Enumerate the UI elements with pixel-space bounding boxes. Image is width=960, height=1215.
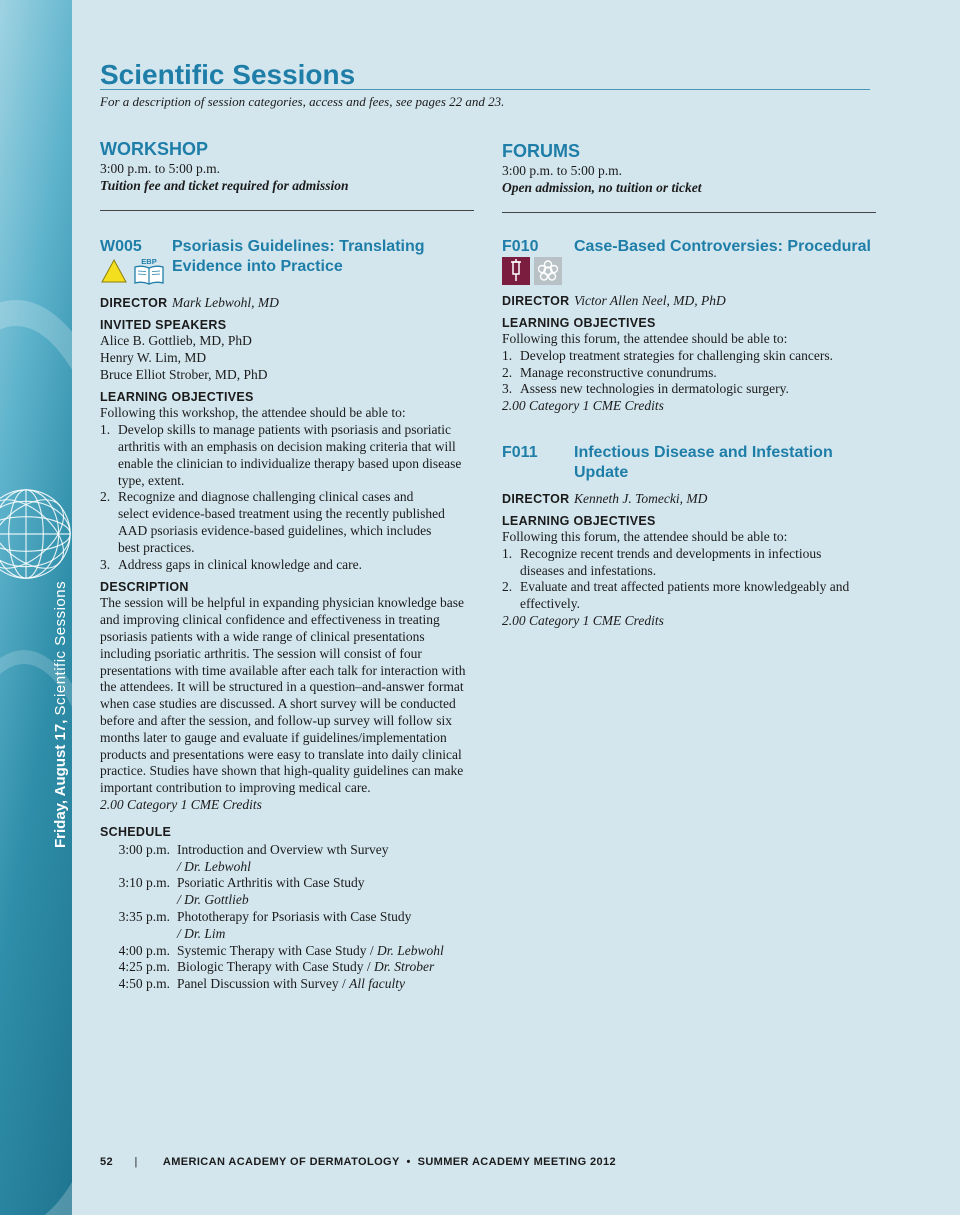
objective-line: best practices. [118,539,195,555]
page-subtitle: For a description of session categories, access and fees, see pages 22 and 23. [100,94,505,109]
warning-triangle-icon [100,257,128,285]
session-title-w005 [172,237,425,285]
objective-number: 2. [502,364,513,380]
session-code: W005 [100,238,142,255]
objective-line: enable the clinician to individualize therapy based upon disease [118,455,462,471]
objective-text [520,546,821,580]
objectives-block [100,389,474,573]
description-line: practice. Studies have shown that high-quality guidelines can make [100,763,464,779]
objective-line: arthritis with an emphasis on decision making criteria that will [118,438,456,454]
director-name: Kenneth J. Tomecki, MD [574,490,708,506]
session-code-block [502,237,574,285]
cme-credits: 2.00 Category 1 CME Credits [502,398,664,414]
forums-fee: Open admission, no tuition or ticket [502,180,702,195]
schedule-row [100,943,474,960]
objective-line: AAD psoriasis evidence-based guidelines, which includes [118,522,432,538]
description-block [100,579,474,813]
description-line: presentations with time available after each talk for interaction with [100,662,466,678]
description-line: months later to gauge and evaluate if guidelines/implementation [100,729,447,745]
objective-item [502,546,876,580]
objective-line: Address gaps in clinical knowledge and care. [118,556,363,572]
objective-number: 2. [100,489,111,505]
page-title: Scientific Sessions [100,59,356,90]
objective-number: 3. [502,381,513,397]
objective-item [100,489,474,556]
schedule-topic: Introduction and Overview wth Survey [177,841,389,857]
objective-number: 3. [100,556,111,572]
schedule-speaker [100,926,474,943]
objectives-list [502,546,876,613]
objectives-block [502,513,876,630]
director-row [502,491,876,507]
session-code: F010 [502,238,539,255]
separator: / [338,976,350,992]
speaker: Henry W. Lim, MD [100,349,207,365]
description-line: important contribution to improving medical care. [100,780,371,796]
schedule-time: 3:00 p.m. [118,841,170,857]
session-title-line: Psoriasis Guidelines: Translating [172,238,425,255]
director-row [100,295,474,311]
section-rule [502,212,876,213]
schedule-row [100,959,474,976]
schedule-topic [170,943,444,960]
forums-heading: FORUMS [502,141,580,161]
cme-credits: 2.00 Category 1 CME Credits [100,796,262,812]
schedule-speaker [100,859,474,876]
objective-number: 1. [502,545,513,561]
director-row [502,293,876,309]
section-rule [100,210,474,211]
workshop-fee: Tuition fee and ticket required for admission [100,178,349,193]
ebp-label: EBP [141,257,157,266]
objective-text [118,422,461,489]
schedule-time: 3:10 p.m. [118,875,170,891]
ebp-book-icon [132,257,166,285]
session-title: Infectious Disease and Infestation Update [574,443,833,481]
speaker-name: Dr. Lebwohl [377,942,444,958]
objective-line: Recognize and diagnose challenging clinical cases and [118,489,414,505]
objectives-list [100,422,474,573]
description-text [100,595,474,797]
topic-text: Panel Discussion with Survey [177,976,339,992]
session-icons [502,257,574,285]
objective-line: diseases and infestations. [520,562,657,578]
speakers-label: INVITED SPEAKERS [100,318,227,332]
session-icons [100,257,172,285]
objectives-block [502,315,876,415]
objective-line: Develop treatment strategies for challenging skin cancers. [520,347,834,363]
speaker: Alice B. Gottlieb, MD, PhD [100,333,252,348]
director-name: Mark Lebwohl, MD [172,295,279,310]
description-line: the attendees. It will be structured in a question–and-answer format [100,679,464,695]
speaker-name: Dr. Strober [374,959,435,975]
session-header-f010 [502,237,876,285]
objective-line: Assess new technologies in dermatologic surgery. [520,381,789,397]
objectives-intro: Following this workshop, the attendee should be able to: [100,405,406,421]
globe-icon [0,486,72,582]
workshop-heading: WORKSHOP [100,139,208,159]
session-code-block [100,237,172,285]
session-title: Case-Based Controversies: Procedural [574,238,871,255]
objective-line: Manage reconstructive conundrums. [520,364,717,380]
description-line: before and after the session, and follow-up survey will follow six [100,712,453,728]
forums-time: 3:00 p.m. to 5:00 p.m. [502,163,623,178]
session-title-line: Evidence into Practice [172,258,343,275]
objectives-label: LEARNING OBJECTIVES [502,513,656,528]
objectives-label: LEARNING OBJECTIVES [502,316,656,330]
speaker-name: / Dr. Gottlieb [177,892,249,908]
speaker-name: All faculty [349,976,405,992]
schedule-list [100,842,474,993]
description-line: including psoriatic arthritis. The session will consist of four [100,645,422,661]
director-label: DIRECTOR [100,296,168,310]
objective-item [502,348,876,365]
forums-column [502,138,876,630]
schedule-time: 3:35 p.m. [118,908,170,924]
objective-item [502,579,876,613]
topic-text: Systemic Therapy with Case Study [177,942,367,958]
schedule-speaker [100,892,474,909]
session-code: F011 [502,443,538,461]
objective-item [100,422,474,489]
objectives-list [502,348,876,398]
objective-line: Recognize recent trends and developments in infectious [520,545,822,561]
schedule-row [100,909,474,926]
flower-emblem-icon [534,257,562,285]
schedule-topic [170,976,405,993]
objective-number: 1. [502,347,513,363]
objective-line: type, extent. [118,472,185,488]
page-number: 52 [100,1156,114,1168]
sidebar-label [52,581,69,848]
objective-item [502,365,876,382]
director-name: Victor Allen Neel, MD, PhD [574,293,726,308]
page-footer [100,1156,616,1168]
schedule-row [100,976,474,993]
footer-publication: AMERICAN ACADEMY OF DERMATOLOGY • SUMMER ACADEMY MEETING 2012 [162,1156,617,1168]
schedule-topic: Phototherapy for Psoriasis with Case Study [177,908,412,924]
objective-line: select evidence-based treatment using the recently published [118,506,445,522]
description-line: and improving clinical confidence and effectiveness in treating [100,612,440,628]
schedule-time: 4:50 p.m. [118,976,170,992]
director-label: DIRECTOR [502,294,570,308]
objective-item [502,381,876,398]
footer-separator: | [134,1156,138,1168]
description-label: DESCRIPTION [100,580,189,595]
separator: / [363,959,374,975]
objective-line: Develop skills to manage patients with psoriasis and psoriatic [118,422,451,438]
description-line: psoriasis patients with a wide range of clinical presentations [100,628,425,644]
objectives-intro: Following this forum, the attendee should be able to: [502,528,788,544]
speaker-name: / Dr. Lim [177,925,226,941]
schedule-row [100,842,474,859]
objective-number: 2. [502,579,513,595]
workshop-time: 3:00 p.m. to 5:00 p.m. [100,161,221,176]
director-label: DIRECTOR [502,491,570,506]
schedule-label: SCHEDULE [100,824,172,839]
objective-item [100,557,474,574]
objectives-label: LEARNING OBJECTIVES [100,390,254,405]
session-header-f011 [502,443,876,483]
speakers-block [100,317,474,383]
page-content [100,58,880,992]
schedule-topic: Psoriatic Arthritis with Case Study [177,875,365,891]
objective-text [520,579,849,613]
session-header-w005 [100,237,474,285]
surgery-syringe-icon [502,257,530,285]
separator: / [366,942,377,958]
workshop-column [100,138,474,993]
schedule-topic [170,959,434,976]
objectives-intro: Following this forum, the attendee should be able to: [502,331,788,346]
description-line: when case studies are discussed. A short survey will be conducted [100,696,456,712]
description-line: The session will be helpful in expanding physician knowledge base [100,595,465,611]
sidebar-band [0,0,72,1215]
objective-text [118,489,445,556]
objective-line: Evaluate and treat affected patients more knowledgeably and [520,579,850,595]
schedule-time: 4:25 p.m. [118,959,170,975]
schedule-time: 4:00 p.m. [118,942,170,958]
sidebar-date: Friday, August 17, [52,719,69,848]
objective-number: 1. [100,422,111,438]
speaker: Bruce Elliot Strober, MD, PhD [100,366,268,382]
objective-line: effectively. [520,596,580,612]
schedule-row [100,875,474,892]
sidebar-section: Scientific Sessions [52,580,69,716]
speaker-name: / Dr. Lebwohl [177,858,251,874]
topic-text: Biologic Therapy with Case Study [177,959,364,975]
description-line: products and presentations were easy to translate into daily clinical [100,746,462,762]
schedule-block [100,824,474,993]
cme-credits: 2.00 Category 1 CME Credits [502,612,664,628]
